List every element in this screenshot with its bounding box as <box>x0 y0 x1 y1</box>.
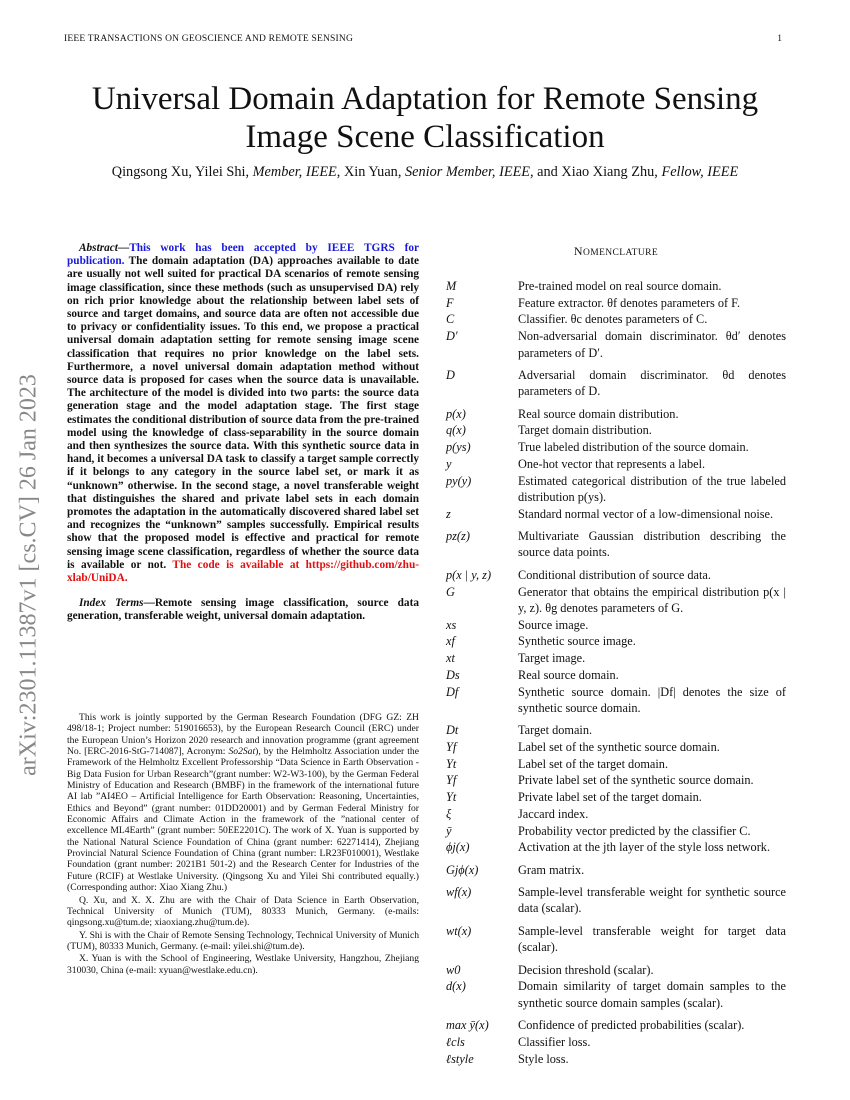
nomenclature-heading-rest: OMENCLATURE <box>582 248 659 258</box>
nomenclature-row <box>446 756 786 772</box>
nomenclature-description: Pre-trained model on real source domain. <box>518 279 722 293</box>
arxiv-stamp-text: arXiv:2301.11387v1 [cs.CV] 26 Jan 2023 <box>15 374 42 776</box>
nomenclature-symbol: Yf <box>446 773 457 788</box>
nomenclature-description: Probability vector predicted by the classifier C. <box>518 823 751 838</box>
nomenclature-symbol: Dt <box>446 723 459 738</box>
nomenclature-description: Real source domain. <box>518 667 619 682</box>
abstract <box>67 242 419 585</box>
nomenclature-symbol: Yt <box>446 756 457 771</box>
abstract-dash: — <box>117 242 130 254</box>
nomenclature-description: Feature extractor. θf denotes parameters of F. <box>518 295 741 310</box>
affiliation-note: X. Yuan is with the School of Engineering, Westlake University, Hangzhou, Zhejiang 310030, China (e-mail: xyuan@westlake.edu.cn). <box>67 953 419 976</box>
paper-title <box>0 80 850 156</box>
nomenclature-list <box>446 278 786 1067</box>
index-terms-body: —Remote sensing image classification, source data generation, transferable weight, universal domain adaptation. <box>67 597 419 623</box>
funding-text-a: This work is jointly supported by the German Research Foundation (DFG GZ: ZH 498/18-1; Project number: 519016653), by the European Research Council (ERC) under the European Union’s Horizon 2020 research and innovation programme (grant agreement No. [ERC-2016-StG-714087], Acronym: <box>67 712 419 758</box>
nomenclature-row <box>446 439 786 455</box>
nomenclature-description: Gram matrix. <box>518 862 585 877</box>
nomenclature-description: Non-adversarial domain discriminator. θd′ denotes parameters of D′. <box>518 329 786 360</box>
nomenclature-symbol: Ds <box>446 667 460 682</box>
nomenclature-symbol: z <box>446 506 451 521</box>
index-terms-lead: Index Terms <box>79 597 144 610</box>
author-list <box>0 164 850 181</box>
nomenclature-description: Classifier. θc denotes parameters of C. <box>518 312 708 327</box>
nomenclature-row <box>446 328 786 361</box>
nomenclature-symbol: xf <box>446 634 455 649</box>
nomenclature-heading-first: N <box>573 244 583 258</box>
nomenclature-description: Multivariate Gaussian distribution describing the source data points. <box>518 529 786 560</box>
funding-note <box>67 712 419 894</box>
nomenclature-symbol: D <box>446 367 455 382</box>
nomenclature-description: Style loss. <box>518 1051 569 1066</box>
nomenclature-row <box>446 506 786 522</box>
nomenclature-symbol: Gjϕ(x) <box>446 862 479 877</box>
nomenclature-row <box>446 978 786 1011</box>
nomenclature-description: Synthetic source domain. |Df| denotes the size of synthetic source domain. <box>518 684 786 715</box>
nomenclature-symbol: max ȳ(x) <box>446 1018 489 1033</box>
nomenclature-description: Target domain. <box>518 723 593 738</box>
nomenclature-row <box>446 806 786 822</box>
nomenclature-symbol: ȳ <box>446 823 452 838</box>
nomenclature-symbol: p(x | y, z) <box>446 567 492 582</box>
nomenclature-row <box>446 923 786 956</box>
nomenclature-description: Confidence of predicted probabilities (scalar). <box>518 1018 745 1033</box>
nomenclature-row <box>446 862 786 878</box>
nomenclature-description: Sample-level transferable weight for synthetic source data (scalar). <box>518 885 786 916</box>
nomenclature-symbol: M <box>446 279 457 293</box>
nomenclature-description: Classifier loss. <box>518 1034 591 1049</box>
acceptance-link[interactable]: This work has been accepted by IEEE TGRS for publication. <box>67 242 419 268</box>
nomenclature-symbol: wt(x) <box>446 923 472 938</box>
nomenclature-row <box>446 1017 786 1033</box>
nomenclature-description: Real source domain distribution. <box>518 406 679 421</box>
nomenclature-symbol: p(x) <box>446 406 466 421</box>
nomenclature-row <box>446 567 786 583</box>
nomenclature-symbol: ℓcls <box>446 1034 465 1049</box>
so2sat-acronym: So2Sat <box>228 746 256 758</box>
funding-text-b: ), by the Helmholtz Association under the Framework of the Helmholtz Excellent Professorship “Data Science in Earth Observation - Big Data Fusion for Urban Research”(grant number: W2-W3-100), by the German Federal Ministry of Education and Research (BMBF) in the framework of the international future AI lab ”AI4EO – Artificial Intelligence for Earth Observation: Reasoning, Uncertainties, Ethics and Beyond” (grant number: 01DD20001) and by German Federal Ministry for Economic Affairs and Climate Action in the framework of the ”national center of excellence ML4Earth” (grant number: 50EE2201C). The work of X. Yuan is supported by the National Natural Science Foundation of China (grant number: 62271414), Zhejiang Provincial Natural Science Foundation of China (grant number: LR23F010001), Westlake Foundation (grant number: 2021B1 501-2) and the Research Center for Industries of the Future (RCIF) at Westlake University. (Qingsong Xu and Yilei Shi contributed equally.) (Corresponding author: Xiao Xiang Zhu.) <box>67 746 419 894</box>
footnotes <box>67 712 419 977</box>
nomenclature-description: Target image. <box>518 651 586 666</box>
nomenclature-row <box>446 739 786 755</box>
nomenclature-row <box>446 584 786 617</box>
nomenclature-symbol: C <box>446 312 455 327</box>
nomenclature-description: Private label set of the target domain. <box>518 790 702 805</box>
nomenclature-symbol: d(x) <box>446 979 466 994</box>
nomenclature-symbol: py(y) <box>446 473 472 488</box>
nomenclature-row <box>446 473 786 506</box>
affiliation-note: Q. Xu, and X. X. Zhu are with the Chair of Data Science in Earth Observation, Technical University of Munich (TUM), 80333 Munich, Germany. (e-mails: qingsong.xu@tum.de; xiaoxiang.zhu@tum.de). <box>67 894 419 929</box>
page-number: 1 <box>777 34 782 44</box>
nomenclature-row <box>446 772 786 788</box>
nomenclature-description: Adversarial domain discriminator. θd denotes parameters of D. <box>518 367 786 399</box>
nomenclature-row <box>446 962 786 978</box>
title-line-2: Image Scene Classification <box>245 119 605 155</box>
nomenclature-description: True labeled distribution of the source domain. <box>518 440 749 455</box>
nomenclature-row <box>446 528 786 561</box>
author-names-3: , and Xiao Xiang Zhu, <box>530 164 662 180</box>
nomenclature-symbol: p(ys) <box>446 440 471 455</box>
nomenclature-row <box>446 789 786 805</box>
nomenclature-row <box>446 1051 786 1067</box>
nomenclature-symbol: Df <box>446 684 459 699</box>
nomenclature-symbol: pz(z) <box>446 529 470 544</box>
nomenclature-description: Conditional distribution of source data. <box>518 567 711 582</box>
arxiv-stamp <box>10 295 48 855</box>
nomenclature-symbol: Yt <box>446 790 457 805</box>
nomenclature-description: Sample-level transferable weight for target data (scalar). <box>518 923 786 955</box>
code-link[interactable]: The code is available at https://github.com/zhu-xlab/UniDA. <box>67 558 419 585</box>
nomenclature-symbol: w0 <box>446 962 461 977</box>
nomenclature-row <box>446 839 786 855</box>
nomenclature-description: Source image. <box>518 617 589 632</box>
nomenclature-row <box>446 884 786 917</box>
nomenclature-description: Domain similarity of target domain samples to the synthetic source domain samples (scalar). <box>518 979 786 1010</box>
author-names-2: , Xin Yuan, <box>336 164 405 180</box>
nomenclature-row <box>446 295 786 311</box>
nomenclature-description: Estimated categorical distribution of the true labeled distribution p(ys). <box>518 473 786 504</box>
author-role-2: Senior Member, IEEE <box>404 164 531 180</box>
nomenclature-row <box>446 667 786 683</box>
affiliation-note: Y. Shi is with the Chair of Remote Sensing Technology, Technical University of Munich (TUM), 80333 Munich, Germany. (e-mail: yilei.shi@tum.de). <box>67 929 419 952</box>
nomenclature-description: Label set of the synthetic source domain. <box>518 740 720 755</box>
nomenclature-row <box>446 456 786 472</box>
author-names-1: Qingsong Xu, Yilei Shi, <box>111 164 253 180</box>
author-role-3: Fellow, IEEE <box>661 164 739 180</box>
author-role-1: Member, IEEE <box>252 164 337 180</box>
nomenclature-description: Synthetic source image. <box>518 634 636 649</box>
nomenclature-row <box>446 1034 786 1050</box>
abstract-lead: Abstract <box>79 242 118 254</box>
nomenclature-description: Standard normal vector of a low-dimensional noise. <box>518 506 774 521</box>
title-line-1: Universal Domain Adaptation for Remote Sensing <box>91 81 759 117</box>
nomenclature-symbol: wf(x) <box>446 885 472 900</box>
nomenclature-symbol: ξ <box>446 806 452 821</box>
nomenclature-row <box>446 684 786 717</box>
nomenclature-row <box>446 311 786 327</box>
nomenclature-description: Decision threshold (scalar). <box>518 962 654 977</box>
nomenclature-symbol: G <box>446 584 455 599</box>
nomenclature-row <box>446 650 786 666</box>
nomenclature-symbol: y <box>446 456 452 471</box>
nomenclature-symbol: q(x) <box>446 423 466 438</box>
abstract-body: The domain adaptation (DA) approaches available to date are usually not well suited for practical DA scenarios of remote sensing image classification, since these methods (such as unsupervised DA) rely on rich prior knowledge about the relationship between label sets of source and target domains, and source data are often not accessible due to privacy or confidentiality issues. To this end, we propose a practical universal domain adaptation setting for remote sensing image scene classification that requires no prior knowledge on the label sets. Furthermore, a novel universal domain adaptation method without source data is proposed for cases when the source data is unavailable. The architecture of the model is divided into two parts: the source data generation stage and the model adaptation stage. The first stage estimates the conditional distribution of source data from the pre-trained model using the knowledge of class-separability in the source domain and then synthesizes the source data. With this synthetic source data in hand, it becomes a universal DA task to classify a target sample correctly if it belongs to any category in the source label set, or mark it as “unknown” otherwise. In the second stage, a novel transferable weight that distinguishes the shared and private label sets in each domain promotes the adaptation in the automatically discovered shared label set and recognizes the “unknown” samples successfully. Empirical results show that the proposed model is effective and practical for remote sensing image scene classification, regardless of whether the source data is available or not. <box>67 255 419 571</box>
nomenclature-symbol: F <box>446 295 454 310</box>
left-column <box>67 242 419 635</box>
nomenclature-symbol: ℓstyle <box>446 1051 474 1066</box>
nomenclature-symbol: ϕj(x) <box>446 840 470 855</box>
nomenclature-row <box>446 823 786 839</box>
nomenclature-row <box>446 617 786 633</box>
index-terms <box>67 597 419 623</box>
nomenclature-description: Target domain distribution. <box>518 423 652 438</box>
nomenclature-row <box>446 422 786 438</box>
running-head: IEEE TRANSACTIONS ON GEOSCIENCE AND REMOTE SENSING <box>64 34 354 44</box>
nomenclature-row <box>446 278 786 294</box>
nomenclature-symbol: xt <box>446 651 455 666</box>
nomenclature-description: Label set of the target domain. <box>518 756 669 771</box>
nomenclature-description: Private label set of the synthetic source domain. <box>518 773 754 788</box>
nomenclature-symbol: Yf <box>446 740 457 755</box>
nomenclature-description: One-hot vector that represents a label. <box>518 456 706 471</box>
nomenclature-symbol: xs <box>446 617 457 632</box>
nomenclature-row <box>446 722 786 738</box>
nomenclature-row <box>446 633 786 649</box>
nomenclature-row <box>446 367 786 400</box>
nomenclature-row <box>446 406 786 422</box>
nomenclature-description: Generator that obtains the empirical distribution p(x | y, z). θg denotes parameters of G. <box>518 584 786 615</box>
nomenclature-heading <box>445 244 787 259</box>
nomenclature-description: Jaccard index. <box>518 806 589 821</box>
nomenclature-description: Activation at the jth layer of the style loss network. <box>518 840 771 855</box>
nomenclature-symbol: D′ <box>446 329 458 344</box>
